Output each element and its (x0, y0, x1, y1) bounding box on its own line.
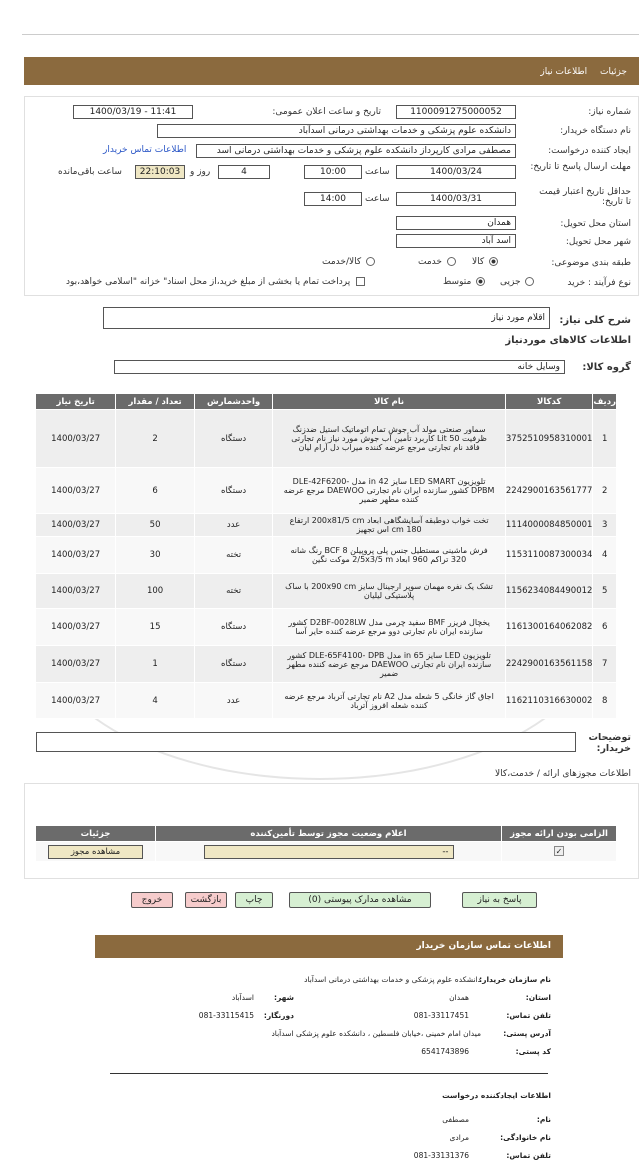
group-field: وسایل خانه (114, 360, 565, 374)
cat-goods-service-text: کالا/خدمت (322, 257, 362, 267)
permits-title: اطلاعات مجوزهای ارائه / خدمت،کالا (495, 769, 631, 779)
row-index: 5 (593, 574, 617, 609)
row-date: 1400/03/27 (36, 574, 116, 609)
buyer-notes-field (36, 732, 576, 752)
col-header: کدکالا (505, 394, 593, 410)
table-row[interactable] (36, 683, 617, 719)
row-unit: عدد (194, 514, 272, 537)
row-unit: تخته (194, 574, 272, 609)
need-number-field: 1100091275000052 (396, 105, 516, 119)
row-date: 1400/03/27 (36, 514, 116, 537)
row-index: 2 (593, 468, 617, 514)
org-name-value: دانشکده علوم پزشکی و خدمات بهداشتی درمانی اسدآباد (304, 975, 481, 984)
row-qty: 100 (116, 574, 195, 609)
province-field: همدان (396, 216, 516, 230)
cat-goods-service-option[interactable] (322, 257, 375, 267)
row-index: 8 (593, 683, 617, 719)
row-name: سماور صنعتی مولد آب جوش تمام اتوماتیک استیل ضدزنگ ظرفیت 50 Lit کاربرد تأمین آب جوش مورد نیاز نام تجارتی فاقد نام تجارتی مرجع عرضه کننده میراب دل آرام لیان (273, 410, 506, 468)
days-field: 4 (218, 165, 270, 179)
first-name-value: مصطفی (442, 1115, 469, 1124)
header-title: جزئیات (600, 67, 627, 77)
province-label: استان محل تحویل: (560, 219, 631, 229)
phone-label: تلفن تماس: (506, 1011, 551, 1020)
goods-info-title: اطلاعات کالاهای موردنیاز (505, 335, 631, 346)
table-row[interactable] (36, 537, 617, 574)
attachments-button[interactable]: مشاهده مدارک پیوستی (0) (289, 892, 431, 908)
summary-field: اقلام مورد نیاز (103, 307, 550, 329)
table-row[interactable] (36, 410, 617, 468)
permits-table (35, 825, 617, 862)
last-name-label: نام خانوادگی: (500, 1133, 551, 1142)
permit-required-cell (502, 842, 617, 862)
row-qty: 6 (116, 468, 195, 514)
checked-icon: ✓ (555, 847, 563, 856)
group-label: گروه کالا: (582, 362, 631, 373)
row-index: 7 (593, 646, 617, 683)
cat-goods-text: کالا (472, 257, 485, 267)
proc-medium-option[interactable] (443, 277, 485, 287)
city-field: اسد آباد (396, 234, 516, 248)
creator-phone-value: 081-33131376 (413, 1151, 469, 1160)
page-header (24, 57, 639, 85)
row-name: تخت خواب دوطبقه آسایشگاهی ابعاد 200x81/5 cm ارتفاع 180 cm اس تجهیز (273, 514, 506, 537)
category-label: طبقه بندی موضوعی: (551, 258, 631, 268)
row-qty: 50 (116, 514, 195, 537)
row-code: 3752510958310001 (505, 410, 593, 468)
contact-header: اطلاعات تماس سازمان خریدار (95, 935, 563, 958)
permits-col-header: الزامی بودن ارائه مجوز (502, 826, 617, 842)
deadline-time-field: 10:00 (304, 165, 362, 179)
postal-label: کد پستی: (515, 1047, 551, 1056)
announce-field: 1400/03/19 - 11:41 (73, 105, 193, 119)
creator-phone-label: تلفن تماس: (506, 1151, 551, 1160)
city-contact-label: شهر: (274, 993, 294, 1002)
table-row[interactable] (36, 468, 617, 514)
row-index: 1 (593, 410, 617, 468)
buyer-notes-label: توضیحات خریدار: (588, 732, 631, 754)
col-header: تعداد / مقدار (116, 394, 195, 410)
row-name: یخچال فریزر BMF سفید چرمی مدل D2BF-0028LW کشور سازنده ایران نام تجارتی دوو مرجع عرضه کننده حایر آسا (273, 609, 506, 646)
row-name: فرش ماشینی مستطیل جنس پلی پروپیلن BCF 8 رنگ شانه 320 تراکم 960 ابعاد 2/5x3/5 m موکت نگین (273, 537, 506, 574)
row-index: 4 (593, 537, 617, 574)
row-code: 1156234084490012 (505, 574, 593, 609)
top-divider (22, 34, 639, 35)
fax-value: 081-33115415 (198, 1011, 254, 1020)
view-permit-button[interactable]: مشاهده مجوز (48, 845, 143, 859)
radio-icon[interactable] (366, 257, 375, 266)
days-label: روز و (190, 167, 211, 177)
radio-icon[interactable] (525, 277, 534, 286)
permit-details-cell (36, 842, 156, 862)
payment-text: پرداخت تمام یا بخشی از مبلغ خرید،از محل اسناد" خزانه "اسلامی خواهد،بود (66, 277, 351, 287)
province-contact-label: استان: (525, 993, 551, 1002)
buyer-contact-link[interactable]: اطلاعات تماس خریدار (103, 145, 187, 155)
validity-label: حداقل تاریخ اعتبار قیمت تا تاریخ: (539, 187, 631, 207)
validity-time-field: 14:00 (304, 192, 362, 206)
reply-button[interactable]: پاسخ به نیاز (462, 892, 537, 908)
row-name: اجاق گاز خانگی 5 شعله مدل A2 نام تجارتی آترباد مرجع عرضه کننده شعله افروز آترباد (273, 683, 506, 719)
validity-time-label: ساعت (365, 194, 390, 204)
buyer-field: دانشکده علوم پزشکی و خدمات بهداشتی درمانی اسدآباد (157, 124, 516, 138)
col-header: ردیف (593, 394, 617, 410)
address-value: میدان امام خمینی ،خیابان فلسطین ، دانشکده علوم پزشکی اسدآباد (271, 1029, 481, 1038)
permit-status-field: -- (204, 845, 454, 859)
row-name: تشک یک نفره مهمان سوپر ارجینال سایز 200x90 cm با ساک پلاستیکی لیلیان (273, 574, 506, 609)
creator-info-title: اطلاعات ایجادکننده درخواست (442, 1091, 551, 1100)
row-qty: 30 (116, 537, 195, 574)
phone-value: 081-33117451 (413, 1011, 469, 1020)
proc-small-text: جزیی (500, 277, 521, 287)
radio-selected-icon[interactable] (476, 277, 485, 286)
proc-medium-text: متوسط (443, 277, 472, 287)
col-header: واحدشمارش (194, 394, 272, 410)
cat-goods-option[interactable] (472, 257, 498, 267)
row-code: 2242900163561777 (505, 468, 593, 514)
col-header: تاریخ نیاز (36, 394, 116, 410)
buyer-label: نام دستگاه خریدار: (560, 126, 631, 136)
row-date: 1400/03/27 (36, 609, 116, 646)
row-date: 1400/03/27 (36, 468, 116, 514)
process-label: نوع فرآیند : خرید (567, 278, 631, 288)
row-qty: 2 (116, 410, 195, 468)
row-index: 6 (593, 609, 617, 646)
row-code: 1114000084850001 (505, 514, 593, 537)
row-unit: عدد (194, 683, 272, 719)
row-code: 1153110087300034 (505, 537, 593, 574)
announce-label: تاریخ و ساعت اعلان عمومی: (272, 107, 381, 117)
row-unit: دستگاه (194, 410, 272, 468)
last-name-value: مرادی (449, 1133, 469, 1142)
row-qty: 4 (116, 683, 195, 719)
row-date: 1400/03/27 (36, 410, 116, 468)
contact-divider (110, 1073, 548, 1074)
deadline-label: مهلت ارسال پاسخ تا تاریخ: (530, 162, 631, 172)
remaining-label: ساعت باقی‌مانده (58, 167, 122, 177)
row-name: تلویزیون LED SMART سایز 42 in مدل DLE-42F6200- DPBM کشور سازنده ایران نام تجارتی DAEWOO مرجع عرضه کننده مطهر ضمیر (273, 468, 506, 514)
deadline-time-label: ساعت (365, 167, 390, 177)
table-row[interactable] (36, 609, 617, 646)
goods-table (35, 393, 617, 719)
address-label: آدرس پستی: (503, 1029, 551, 1038)
fax-label: دورنگار: (263, 1011, 294, 1020)
row-date: 1400/03/27 (36, 537, 116, 574)
back-button[interactable]: بازگشت (185, 892, 227, 908)
checkbox-icon[interactable] (356, 277, 365, 286)
cat-service-text: خدمت (418, 257, 442, 267)
city-label: شهر محل تحویل: (565, 237, 631, 247)
row-code: 2242900163561158 (505, 646, 593, 683)
table-row[interactable] (36, 574, 617, 609)
permits-row (36, 842, 617, 862)
remaining-time-field: 22:10:03 (135, 165, 185, 179)
need-number-label: شماره نیاز: (588, 107, 631, 117)
table-row[interactable] (36, 646, 617, 683)
cat-service-option[interactable] (418, 257, 456, 267)
first-name-label: نام: (536, 1115, 551, 1124)
city-contact-value: اسدآباد (231, 993, 254, 1002)
permits-col-header: جزئیات (36, 826, 156, 842)
print-button[interactable]: چاپ (235, 892, 273, 908)
exit-button[interactable]: خروج (131, 892, 173, 908)
province-contact-value: همدان (449, 993, 469, 1002)
org-name-label: نام سازمان خریدار: (479, 975, 551, 984)
row-name: تلویزیون LED سایز 65 in مدل DLE-65F4100- DPB کشور سازنده ایران نام تجارتی DAEWOO مرجع عرضه کننده مطهر ضمیر (273, 646, 506, 683)
row-qty: 1 (116, 646, 195, 683)
row-code: 1161300164062082 (505, 609, 593, 646)
deadline-date-field: 1400/03/24 (396, 165, 516, 179)
permits-col-header: اعلام وضعیت مجوز توسط تأمین‌کننده (156, 826, 502, 842)
row-unit: تخته (194, 537, 272, 574)
creator-field: مصطفی مرادی کارپرداز دانشکده علوم پزشکی و خدمات بهداشتی درمانی اسد (196, 144, 516, 158)
validity-date-field: 1400/03/31 (396, 192, 516, 206)
permit-status-cell (156, 842, 502, 862)
row-unit: دستگاه (194, 646, 272, 683)
row-unit: دستگاه (194, 468, 272, 514)
summary-label: شرح کلی نیاز: (559, 315, 631, 326)
row-date: 1400/03/27 (36, 646, 116, 683)
proc-small-option[interactable] (500, 277, 534, 287)
row-qty: 15 (116, 609, 195, 646)
postal-value: 6541743896 (421, 1047, 469, 1056)
row-code: 1162110316630002 (505, 683, 593, 719)
radio-icon[interactable] (447, 257, 456, 266)
table-row[interactable] (36, 514, 617, 537)
radio-selected-icon[interactable] (489, 257, 498, 266)
col-header: نام کالا (273, 394, 506, 410)
payment-option[interactable] (66, 277, 365, 287)
header-subtitle: اطلاعات نیاز (540, 67, 588, 77)
creator-label: ایجاد کننده درخواست: (548, 146, 631, 156)
row-unit: دستگاه (194, 609, 272, 646)
row-date: 1400/03/27 (36, 683, 116, 719)
row-index: 3 (593, 514, 617, 537)
